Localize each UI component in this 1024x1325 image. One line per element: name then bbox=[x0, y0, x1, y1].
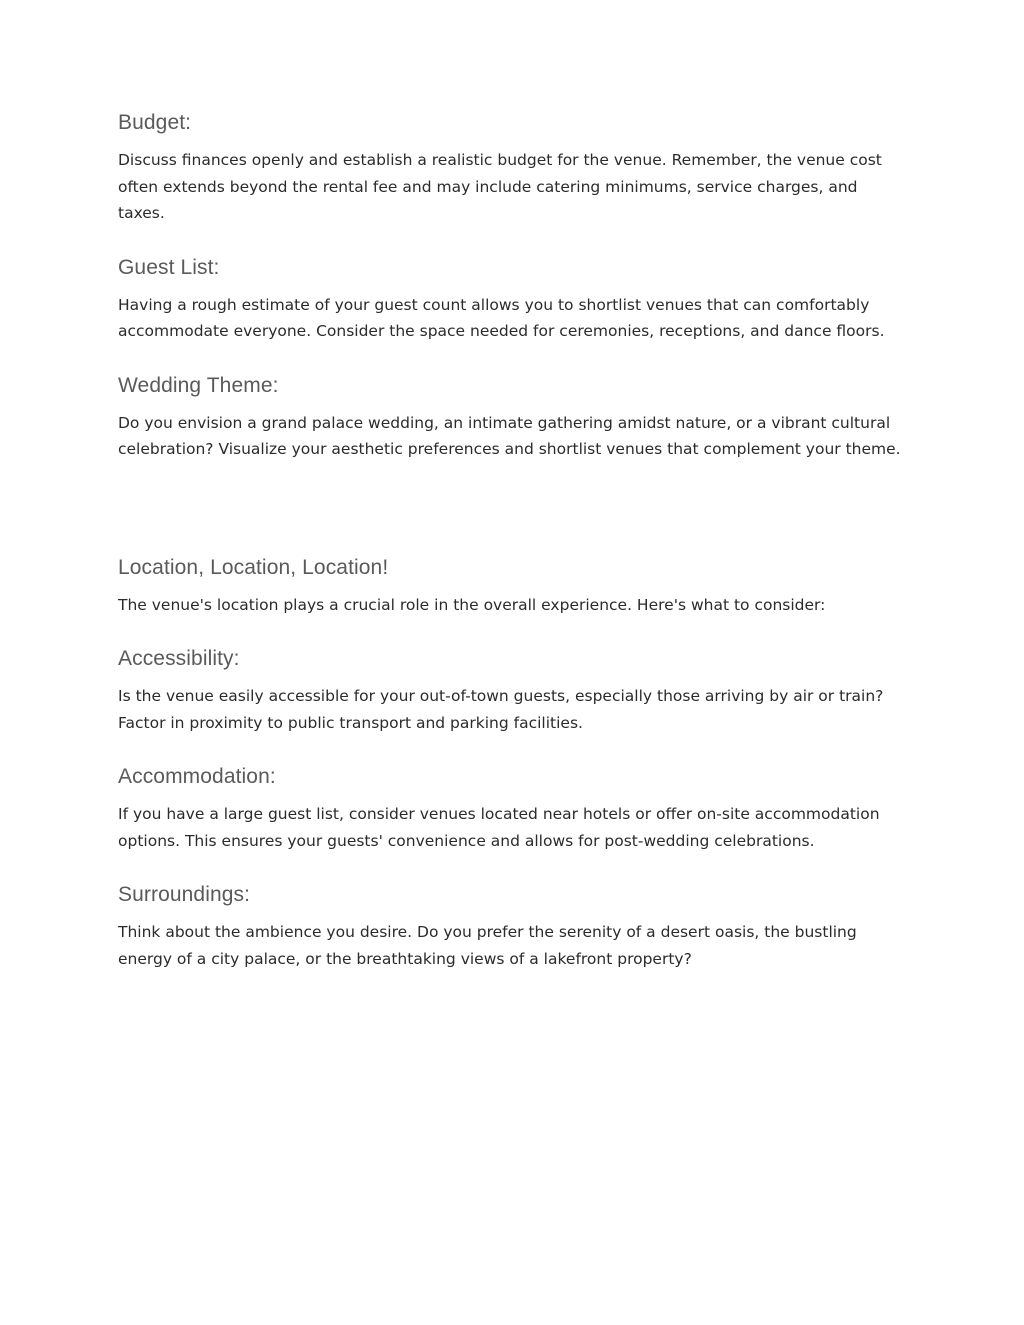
section-heading: Accommodation: bbox=[118, 765, 276, 788]
section-body: If you have a large guest list, consider venues located near hotels or offer on-site accommodation options. This ensures your guests' convenience and allows for post-wedding celebrations. bbox=[118, 805, 880, 850]
section-heading: Surroundings: bbox=[118, 883, 251, 906]
section-accommodation bbox=[118, 764, 904, 854]
section-body: Discuss finances openly and establish a realistic budget for the venue. Remember, the venue cost often extends beyond the rental fee and may include catering minimums, service charges, and taxes. bbox=[118, 151, 882, 222]
section-heading: Budget: bbox=[118, 111, 192, 134]
section-location bbox=[118, 555, 904, 619]
section-body: The venue's location plays a crucial role in the overall experience. Here's what to consider: bbox=[118, 595, 826, 614]
section-surroundings bbox=[118, 882, 904, 972]
section-heading: Accessibility: bbox=[118, 647, 240, 670]
section-body: Do you envision a grand palace wedding, an intimate gathering amidst nature, or a vibrant cultural celebration? Visualize your aesthetic preferences and shortlist venues that complement your theme. bbox=[118, 413, 901, 458]
section-heading: Location, Location, Location! bbox=[118, 555, 389, 579]
section-body: Think about the ambience you desire. Do you prefer the serenity of a desert oasis, the bustling energy of a city palace, or the breathtaking views of a lakefront property? bbox=[118, 923, 857, 968]
section-budget bbox=[118, 110, 904, 227]
section-spacer bbox=[118, 491, 904, 555]
section-body: Having a rough estimate of your guest count allows you to shortlist venues that can comfortably accommodate everyone. Consider the space needed for ceremonies, receptions, and dance floors. bbox=[118, 295, 885, 340]
document-content bbox=[118, 110, 904, 972]
section-heading: Guest List: bbox=[118, 255, 220, 279]
section-heading: Wedding Theme: bbox=[118, 373, 279, 397]
section-body: Is the venue easily accessible for your out-of-town guests, especially those arriving by air or train? Factor in proximity to public transport and parking facilities. bbox=[118, 687, 884, 732]
section-guest-list bbox=[118, 255, 904, 345]
section-accessibility bbox=[118, 646, 904, 736]
section-wedding-theme bbox=[118, 373, 904, 463]
